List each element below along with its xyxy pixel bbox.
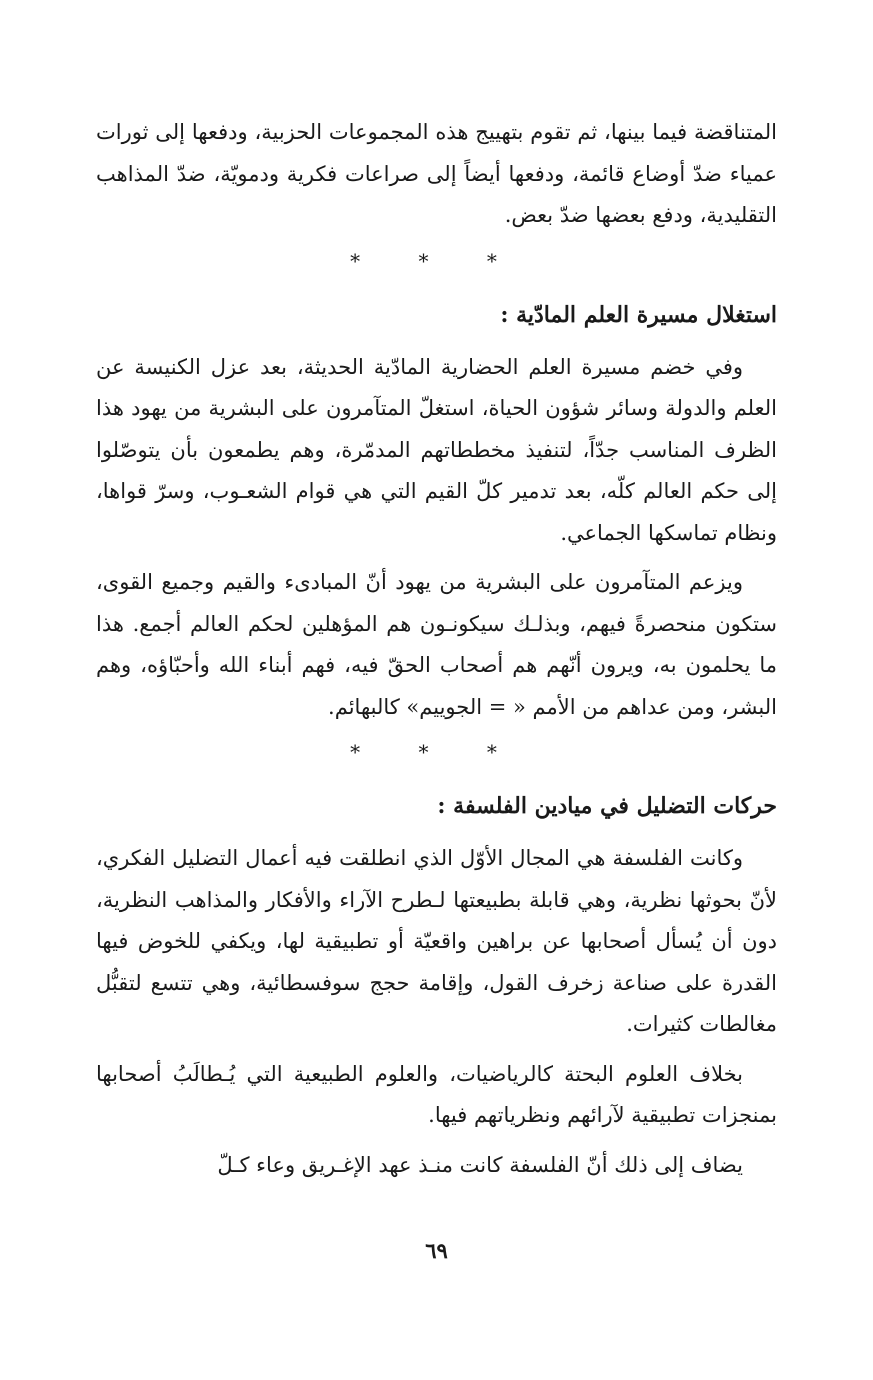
paragraph: ويزعم المتآمرون على البشرية من يهود أنّ المبادىء والقيم وجميع القوى، ستكون منحصرةً فيهم، وبذلـك سيكونـون هم المؤهلين لحكم العالم أجمع. هذا ما يحلمون به، ويرون أنّهم هم أصحاب الحقّ فيه، فهم أبناء الله وأحبّاؤه، وهم البشر، ومن عداهم من الأمم « = الجوييم» كالبهائم.	[96, 570, 777, 719]
section-heading-philosophy: حركات التضليل في ميادين الفلسفة :	[437, 793, 777, 819]
paragraph: وفي خضم مسيرة العلم الحضارية المادّية الحديثة، بعد عزل الكنيسة عن العلم والدولة وسائر شؤون الحياة، استغلّ المتآمرون على البشرية من يهود هذا الظرف المناسب جدّاً، لتنفيذ مخططاتهم المدمّرة، وهم يطمعون بأن يتوصّلوا إلى حكم العالم كلّه، بعد تدمير كلّ القيم التي هي قوام الشعـوب، وسرّ قواها، ونظام تماسكها الجماعي.	[96, 354, 777, 545]
section-separator-2: * * *	[350, 740, 523, 764]
page-body	[96, 112, 777, 1194]
section-heading-materialist-science: استغلال مسيرة العلم المادّية :	[500, 301, 777, 328]
section-separator-1: * * *	[350, 248, 523, 273]
paragraph: بخلاف العلوم البحتة كالرياضيات، والعلوم الطبيعية التي يُـطالَبُ أصحابها بمنجزات تطبيقية لآرائهم ونظرياتهم فيها.	[96, 1061, 777, 1127]
paragraph: وكانت الفلسفة هي المجال الأوّل الذي انطلقت فيه أعمال التضليل الفكري، لأنّ بحوثها نظرية، وهي قابلة بطبيعتها لـطرح الآراء والأفكار والمذاهب النظرية، دون أن يُسأل أصحابها عن براهين واقعيّة أو تطبيقية لها، ويكفي للخوض فيها القدرة على صناعة زخرف القول، وإقامة حجج سوفسطائية، وهي تتسع لتقبُّل مغالطات كثيرات.	[96, 846, 777, 1036]
page-number: ٦٩	[425, 1238, 448, 1263]
paragraph: يضاف إلى ذلك أنّ الفلسفة كانت منـذ عهد الإغـريق وعاء كـلّ	[217, 1152, 743, 1177]
paragraph-continuation: المتناقضة فيما بينها، ثم تقوم بتهييج هذه المجموعات الحزبية، ودفعها إلى ثورات عمياء ضدّ أوضاع قائمة، ودفعها أيضاً إلى صراعات فكرية ودمويّة، ضدّ المذاهب التقليدية، ودفع بعضها ضدّ بعض.	[96, 120, 777, 227]
